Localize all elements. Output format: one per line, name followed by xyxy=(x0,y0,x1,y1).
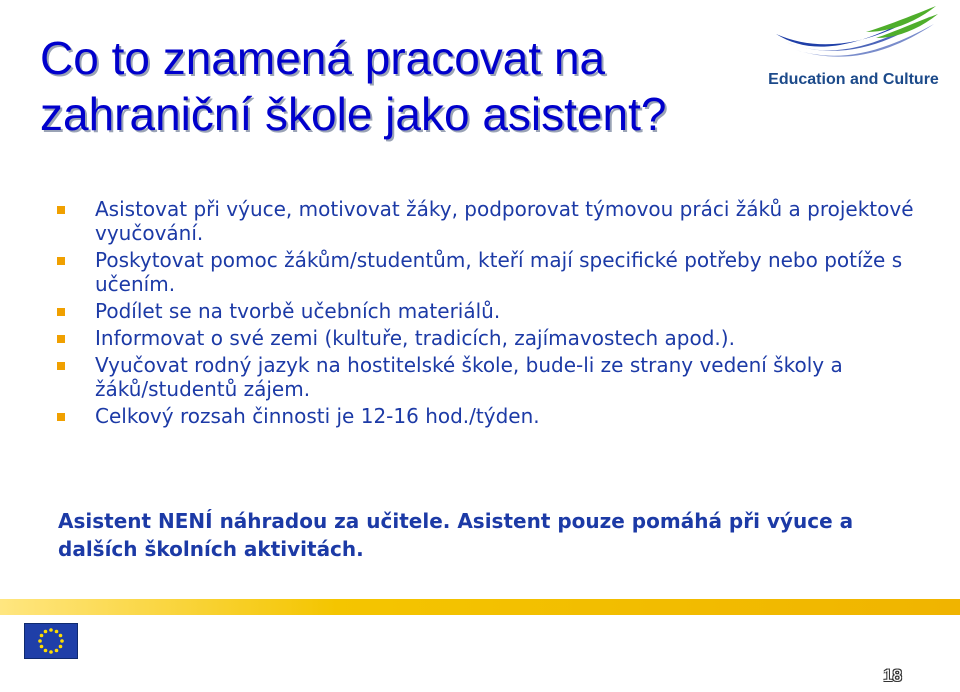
bullet-text: Poskytovat pomoc žákům/studentům, kteří mají specifické potřeby nebo potíže s učením. xyxy=(95,248,903,296)
bullet-text: Asistovat při výuce, motivovat žáky, podporovat týmovou práci žáků a projektové vyučování. xyxy=(95,197,914,245)
logo-text: Education and Culture xyxy=(768,71,939,88)
slide-footer xyxy=(0,599,960,692)
list-item xyxy=(55,353,925,401)
slide-title: Co to znamená pracovat na zahraniční škole jako asistent? xyxy=(40,32,667,140)
bullet-text: Vyučovat rodný jazyk na hostitelské škole, bude-li ze strany vedení školy a žáků/studentů zájem. xyxy=(95,353,843,401)
bullet-text: Celkový rozsah činnosti je 12-16 hod./týden. xyxy=(95,404,540,428)
list-item xyxy=(55,248,925,296)
education-culture-logo xyxy=(766,4,941,96)
list-item xyxy=(55,197,925,245)
list-item xyxy=(55,299,925,323)
page-number: 18 xyxy=(883,666,902,685)
list-item xyxy=(55,404,925,428)
square-bullet-icon xyxy=(57,362,65,370)
eu-flag-icon xyxy=(24,623,78,659)
list-item xyxy=(55,326,925,350)
square-bullet-icon xyxy=(57,308,65,316)
square-bullet-icon xyxy=(57,206,65,214)
square-bullet-icon xyxy=(57,257,65,265)
bullet-text: Informovat o své zemi (kultuře, tradicích, zajímavostech apod.). xyxy=(95,326,735,350)
square-bullet-icon xyxy=(57,335,65,343)
bullet-text: Podílet se na tvorbě učebních materiálů. xyxy=(95,299,501,323)
square-bullet-icon xyxy=(57,413,65,421)
footer-bar xyxy=(0,599,960,615)
logo-swoosh-icon xyxy=(766,4,941,66)
summary-note: Asistent NENÍ náhradou za učitele. Asistent pouze pomáhá při výuce a dalších školních aktivitách. xyxy=(58,509,854,561)
bullet-list xyxy=(55,197,925,431)
